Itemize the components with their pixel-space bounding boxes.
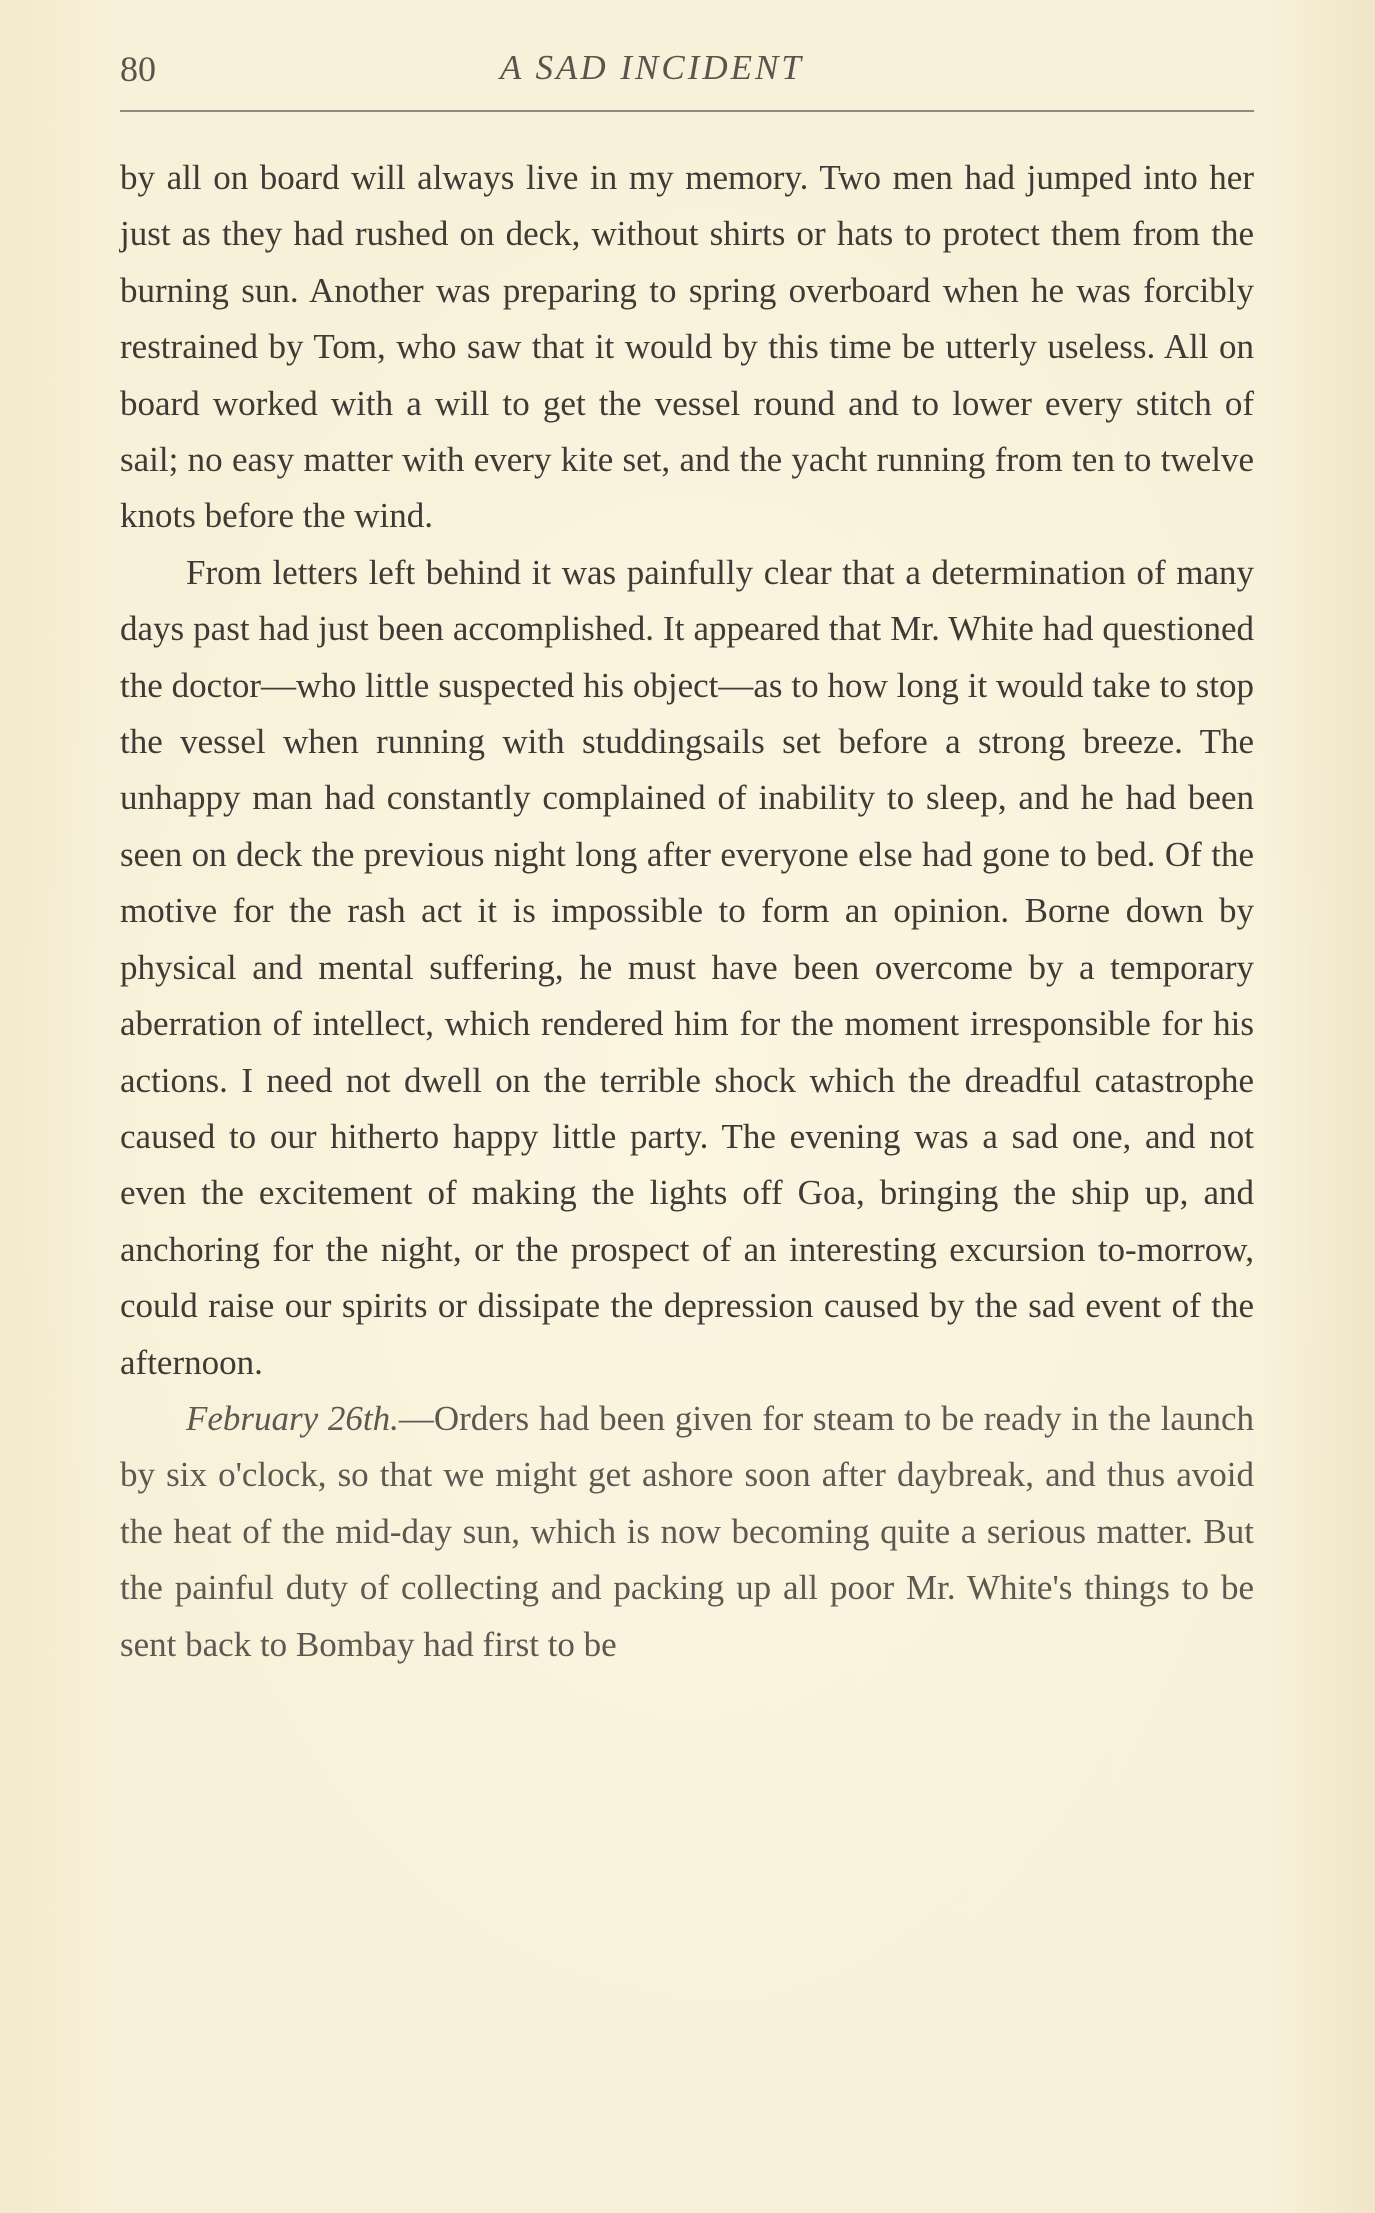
running-title: A SAD INCIDENT	[500, 48, 804, 87]
header-rule	[120, 110, 1254, 112]
page-number: 80	[120, 49, 156, 89]
diary-date: February 26th.	[186, 1398, 399, 1438]
paragraph-february	[120, 1391, 1254, 1673]
body-text	[120, 150, 1254, 1673]
paragraph-continuation: by all on board will always live in my memory. Two men had jumped into her just as they had rushed on deck, without shirts or hats to protect them from the burning sun. Another was preparing to spring overboard when he was forcibly restrained by Tom, who saw that it would by this time be utterly useless. All on board worked with a will to get the vessel round and to lower every stitch of sail; no easy matter with every kite set, and the yacht running from ten to twelve knots before the wind.	[120, 158, 1254, 536]
paragraph-letters: From letters left behind it was painfully clear that a determination of many days past had just been accomplished. It appeared that Mr. White had questioned the doctor—who little suspected his object—as to how long it would take to stop the vessel when running with studdingsails set before a strong breeze. The unhappy man had constantly complained of inability to sleep, and he had been seen on deck the previous night long after everyone else had gone to bed. Of the motive for the rash act it is impossible to form an opinion. Borne down by physical and mental suffering, he must have been overcome by a temporary aberration of intellect, which rendered him for the moment irresponsible for his actions. I need not dwell on the terrible shock which the dreadful catastrophe caused to our hitherto happy little party. The evening was a sad one, and not even the excitement of making the lights off Goa, bringing the ship up, and anchoring for the night, or the prospect of an interesting excursion to-morrow, could raise our spirits or dissipate the depression caused by the sad event of the afternoon.	[120, 552, 1254, 1382]
running-head	[120, 48, 1254, 96]
paragraph-february-text: —Orders had been given for steam to be ready in the launch by six o'clock, so that we might get ashore soon after daybreak, and thus avoid the heat of the mid-day sun, which is now becoming quite a serious matter. But the painful duty of collecting and packing up all poor Mr. White's things to be sent back to Bombay had first to be	[120, 1398, 1254, 1664]
